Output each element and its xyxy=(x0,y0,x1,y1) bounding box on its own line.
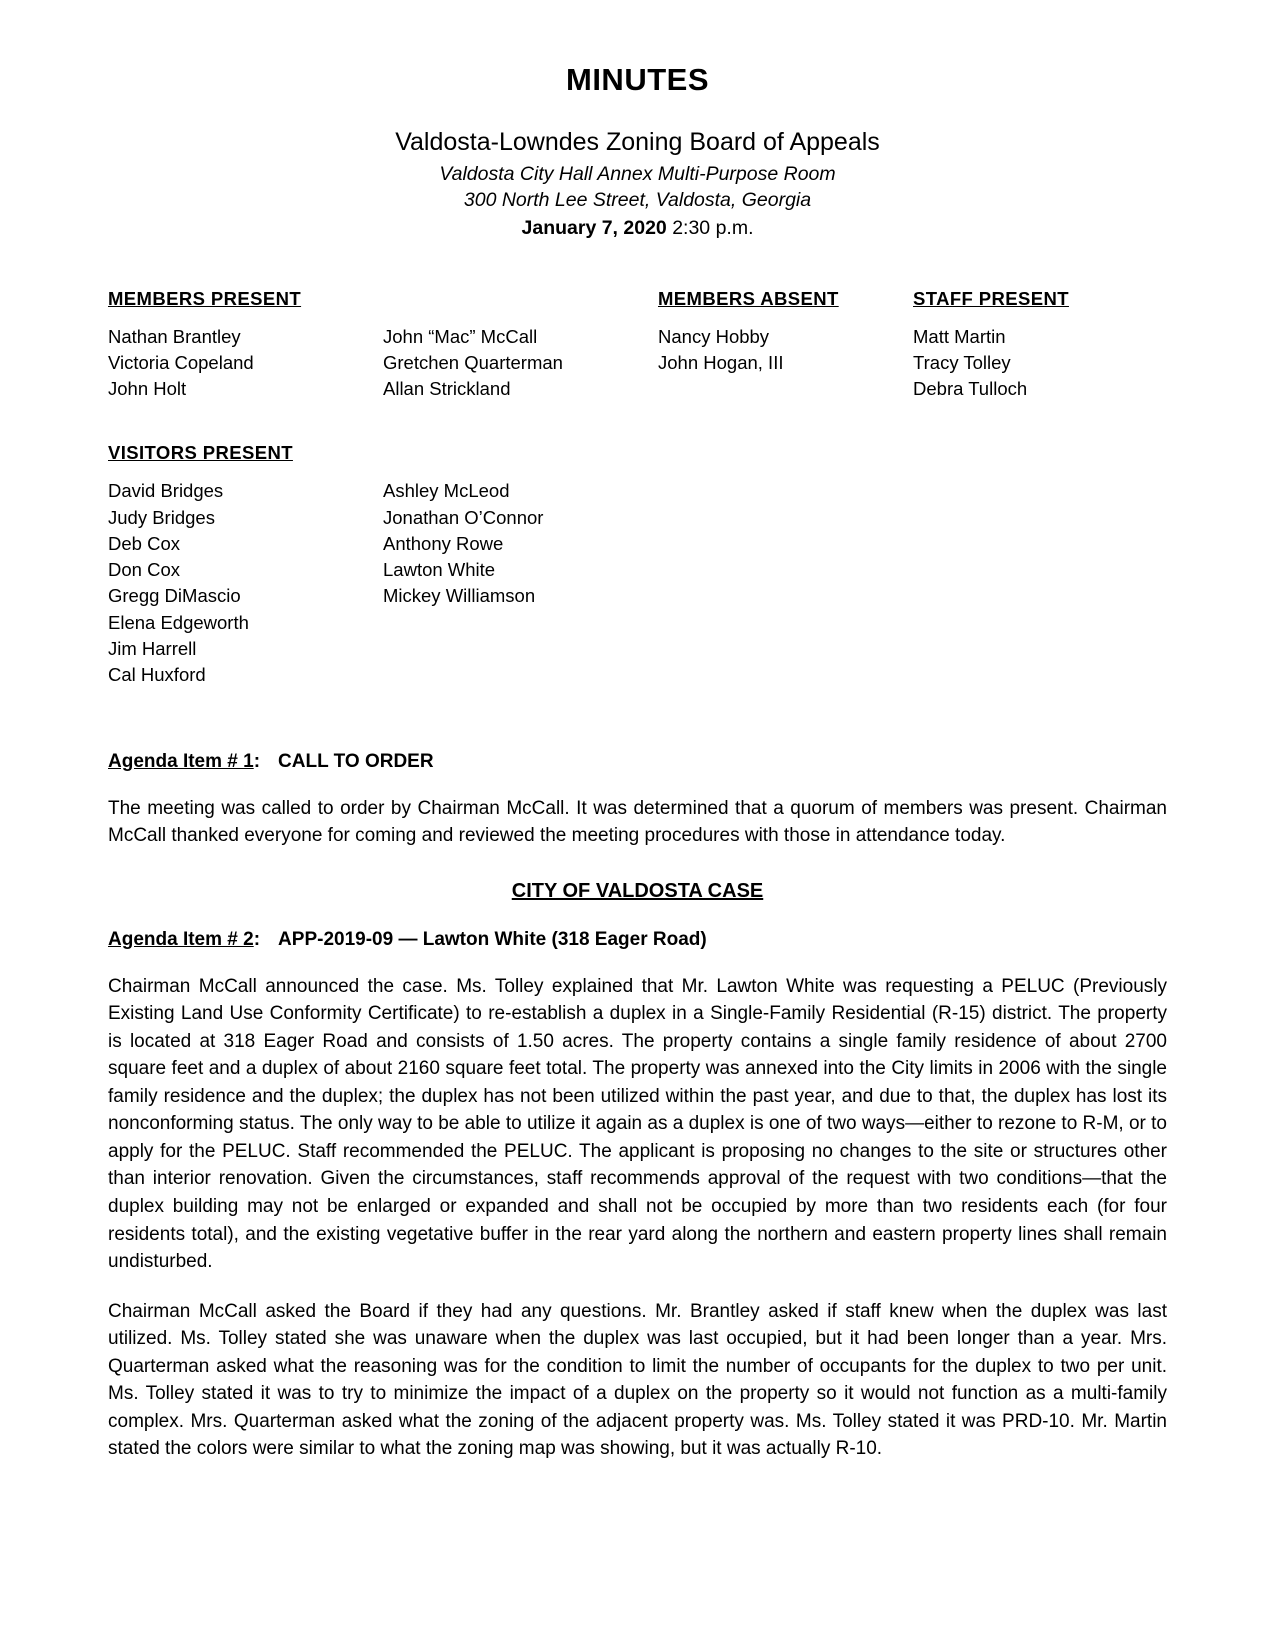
staff-present-heading: STAFF PRESENT xyxy=(913,287,1069,309)
venue-line-1: Valdosta City Hall Annex Multi-Purpose Room xyxy=(439,163,836,185)
agenda-item-2-title: APP-2019-09 — Lawton White (318 Eager Road) xyxy=(278,928,707,950)
agenda-item-1-title: CALL TO ORDER xyxy=(278,750,434,772)
board-name: Valdosta-Lowndes Zoning Board of Appeals xyxy=(395,128,880,156)
list-item: Jim Harrell xyxy=(108,638,197,660)
agenda-item-2-paragraph-1: Chairman McCall announced the case. Ms. Tolley explained that Mr. Lawton White was requesting a PELUC (Previously Existing Land Use Conformity Certificate) to re-establish a duplex in a Single-Family Residential (R-15) district. The property is located at 318 Eager Road and consists of 1.50 acres. The property contains a single family residence of about 2700 square feet and a duplex of about 2160 square feet total. The property was annexed into the City limits in 2006 with the single family residence and the duplex; the duplex has not been utilized within the past year, and due to that, the duplex has lost its nonconforming status. The only way to be able to utilize it again as a duplex is one of two ways—either to rezone to R-M, or to apply for the PELUC. Staff recommended the PELUC. The applicant is proposing no changes to the site or structures other than interior renovation. Given the circumstances, staff recommends approval of the request with two conditions—that the duplex building may not be enlarged or expanded and shall not be occupied by more than two residents each (for four residents total), and the existing vegetative buffer in the rear yard along the northern and eastern property lines shall remain undisturbed. xyxy=(108,975,1167,1273)
agenda-item-2-colon: : xyxy=(253,928,261,950)
meeting-date-time xyxy=(108,217,1167,240)
list-item: Tracy Tolley xyxy=(913,351,1011,373)
list-item: David Bridges xyxy=(108,480,224,502)
list-item: John “Mac” McCall xyxy=(383,325,538,347)
staff-present-names xyxy=(913,324,1188,403)
list-item: Anthony Rowe xyxy=(383,532,504,554)
meeting-time: 2:30 p.m. xyxy=(672,216,754,239)
list-item: Matt Martin xyxy=(913,325,1006,347)
staff-present-col1 xyxy=(913,324,1188,403)
members-absent-col1 xyxy=(658,324,913,377)
list-item: Debra Tulloch xyxy=(913,378,1028,400)
list-item: Gretchen Quarterman xyxy=(383,351,563,373)
list-item: Jonathan O’Connor xyxy=(383,506,544,528)
list-item: Gregg DiMascio xyxy=(108,585,241,607)
members-present-column xyxy=(108,288,658,403)
list-item: Victoria Copeland xyxy=(108,351,254,373)
list-item: Elena Edgeworth xyxy=(108,611,249,633)
agenda-item-2-heading xyxy=(108,929,1167,951)
staff-present-column xyxy=(913,288,1188,403)
agenda-item-1-paragraph: The meeting was called to order by Chairman McCall. It was determined that a quorum of members was present. Chairman McCall thanked everyone for coming and reviewed the meeting procedures with those in attendance today. xyxy=(108,797,1167,847)
page-title: MINUTES xyxy=(566,62,709,97)
members-absent-column xyxy=(658,288,913,377)
agenda-item-2-paragraph-2: Chairman McCall asked the Board if they had any questions. Mr. Brantley asked if staff knew when the duplex was last utilized. Ms. Tolley stated she was unaware when the duplex was last occupied, but it had been longer than a year. Mrs. Quarterman asked what the reasoning was for the condition to limit the number of occupants for the duplex to two per unit. Ms. Tolley stated it was to try to minimize the impact of a duplex on the property so it would not function as a multi-family complex. Mrs. Quarterman asked what the zoning of the adjacent property was. Ms. Tolley stated it was PRD-10. Mr. Martin stated the colors were similar to what the zoning map was showing, but it was actually R-10. xyxy=(108,1300,1167,1460)
members-present-names xyxy=(108,324,658,403)
visitors-present-section xyxy=(108,442,1167,688)
members-absent-heading: MEMBERS ABSENT xyxy=(658,287,839,309)
list-item: Judy Bridges xyxy=(108,506,215,528)
agenda-item-2-label: Agenda Item # 2 xyxy=(108,928,254,950)
city-case-heading: CITY OF VALDOSTA CASE xyxy=(511,879,764,902)
list-item: Don Cox xyxy=(108,559,180,581)
agenda-item-1-label: Agenda Item # 1 xyxy=(108,750,254,772)
visitors-present-names xyxy=(108,478,1167,688)
list-item: Deb Cox xyxy=(108,532,180,554)
list-item: Cal Huxford xyxy=(108,664,206,686)
agenda-item-1-colon: : xyxy=(253,750,261,772)
visitors-col2 xyxy=(383,478,658,688)
members-present-heading: MEMBERS PRESENT xyxy=(108,287,302,309)
list-item: John Hogan, III xyxy=(658,351,784,373)
members-present-col2 xyxy=(383,324,658,403)
members-present-col1 xyxy=(108,324,383,403)
list-item: Ashley McLeod xyxy=(383,480,510,502)
list-item: Nancy Hobby xyxy=(658,325,770,347)
spacer xyxy=(108,689,1167,751)
visitors-present-heading: VISITORS PRESENT xyxy=(108,442,293,464)
meeting-date: January 7, 2020 xyxy=(521,216,667,239)
list-item: Mickey Williamson xyxy=(383,585,536,607)
roster-section xyxy=(108,288,1167,403)
list-item: Lawton White xyxy=(383,559,496,581)
list-item: Allan Strickland xyxy=(383,378,511,400)
visitors-col1 xyxy=(108,478,383,688)
agenda-item-1-heading xyxy=(108,751,1167,773)
list-item: Nathan Brantley xyxy=(108,325,241,347)
list-item: John Holt xyxy=(108,378,187,400)
venue-line-2: 300 North Lee Street, Valdosta, Georgia xyxy=(463,189,812,212)
members-absent-names xyxy=(658,324,913,377)
